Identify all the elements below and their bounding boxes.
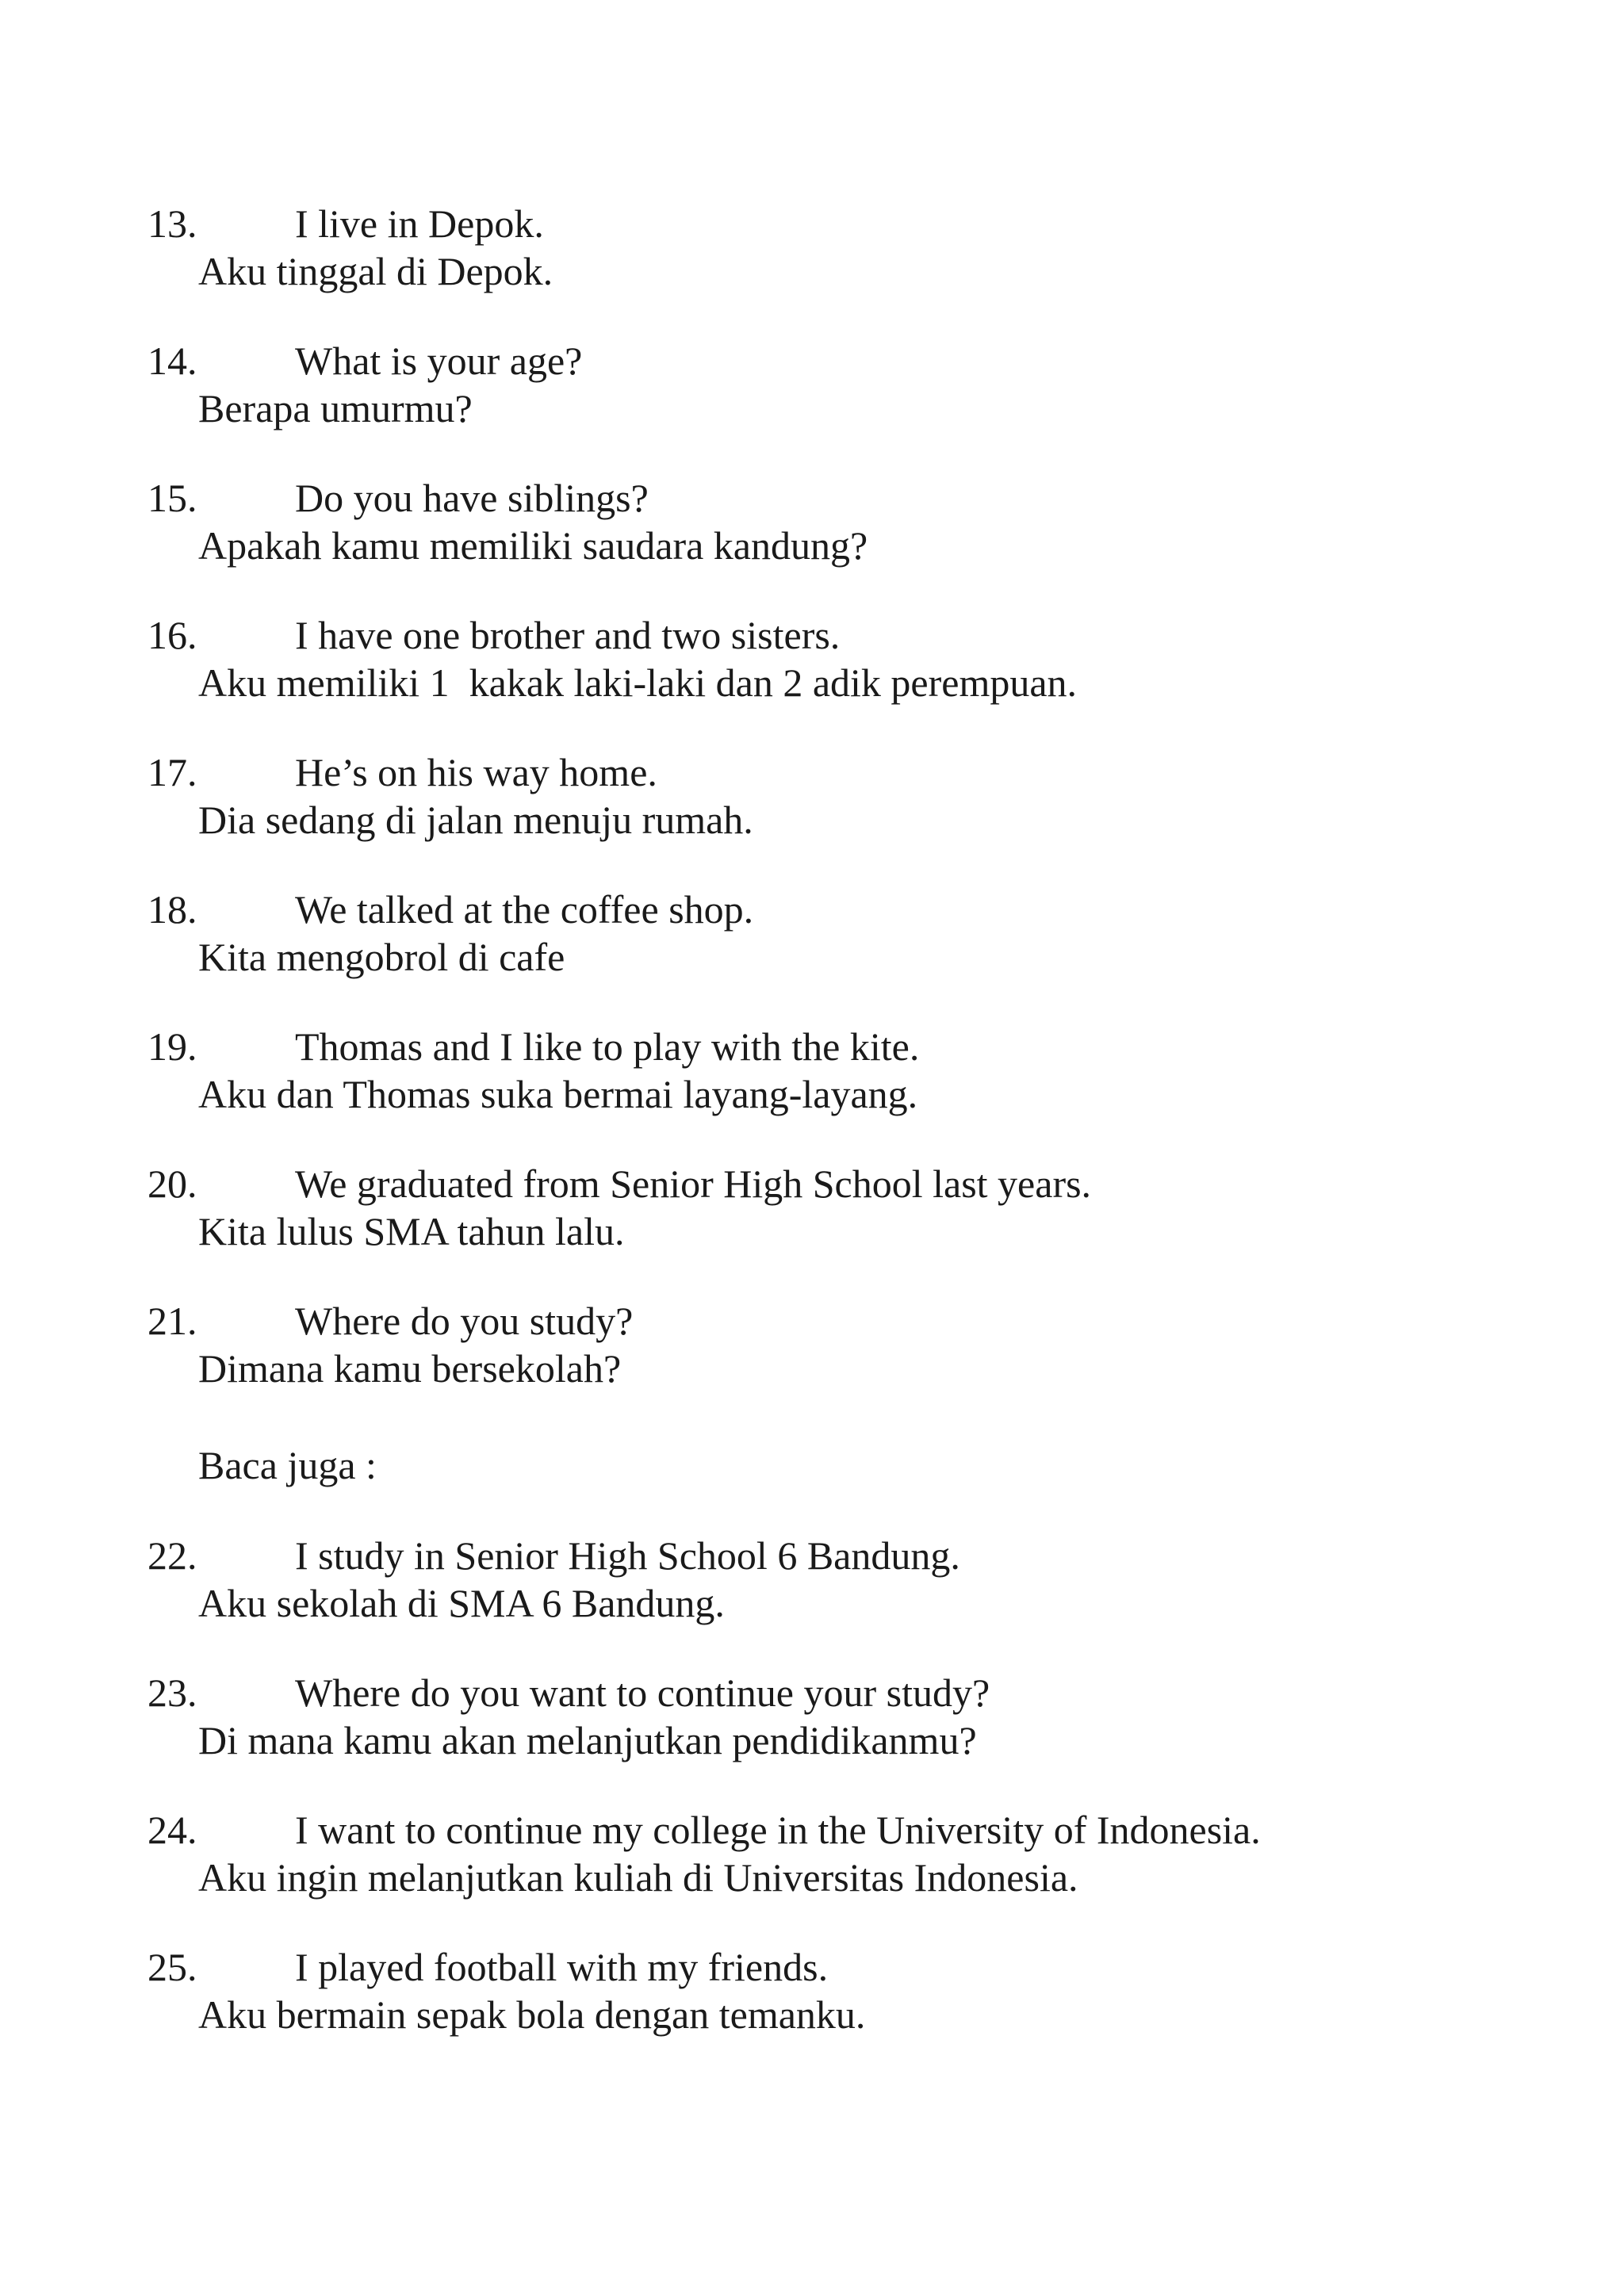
- english-text: What is your age?: [295, 339, 583, 383]
- phrase-entry: [147, 1532, 1496, 1627]
- read-also-note: Baca juga :: [198, 1443, 377, 1487]
- phrase-entry: [147, 200, 1496, 295]
- indonesian-translation: Aku ingin melanjutkan kuliah di Universitas Indonesia.: [198, 1855, 1078, 1900]
- english-sentence: [147, 337, 1496, 385]
- indonesian-translation: Dimana kamu bersekolah?: [198, 1346, 622, 1391]
- phrase-entry: [147, 1160, 1496, 1255]
- phrase-entry: [147, 1297, 1496, 1392]
- english-sentence: [147, 200, 1496, 247]
- phrase-entry: [147, 886, 1496, 981]
- english-sentence: [147, 611, 1496, 659]
- english-sentence: [147, 474, 1496, 522]
- english-sentence: [147, 1532, 1496, 1579]
- entry-number: 18.: [147, 887, 197, 932]
- entry-number: 19.: [147, 1024, 197, 1069]
- phrase-entry: [147, 748, 1496, 844]
- entry-number: 20.: [147, 1161, 197, 1206]
- entry-number: 15.: [147, 476, 197, 520]
- english-text: We talked at the coffee shop.: [295, 887, 754, 932]
- english-sentence: [147, 1023, 1496, 1070]
- english-sentence: [147, 748, 1496, 796]
- entry-number: 21.: [147, 1299, 197, 1343]
- indonesian-translation: Berapa umurmu?: [198, 386, 473, 430]
- english-sentence: [147, 1669, 1496, 1716]
- entry-number: 17.: [147, 750, 197, 794]
- indonesian-translation: Aku tinggal di Depok.: [198, 249, 553, 293]
- indonesian-translation: Kita mengobrol di cafe: [198, 935, 565, 979]
- entry-number: 25.: [147, 1945, 197, 1989]
- english-sentence: [147, 1297, 1496, 1345]
- phrase-entry: [147, 1943, 1496, 2038]
- indonesian-translation: Apakah kamu memiliki saudara kandung?: [198, 523, 868, 568]
- entry-number: 22.: [147, 1533, 197, 1578]
- english-text: Where do you want to continue your study?: [295, 1670, 990, 1715]
- english-text: I want to continue my college in the University of Indonesia.: [295, 1808, 1261, 1852]
- indonesian-translation: Aku memiliki 1 kakak laki-laki dan 2 adik perempuan.: [198, 660, 1078, 705]
- english-text: Do you have siblings?: [295, 476, 649, 520]
- entry-number: 23.: [147, 1670, 197, 1715]
- indonesian-translation: Aku sekolah di SMA 6 Bandung.: [198, 1581, 725, 1625]
- entry-number: 13.: [147, 201, 197, 246]
- english-sentence: [147, 1806, 1496, 1854]
- entry-number: 14.: [147, 339, 197, 383]
- english-text: I study in Senior High School 6 Bandung.: [295, 1533, 960, 1578]
- phrase-entry: [147, 1023, 1496, 1118]
- phrase-entry: [147, 1669, 1496, 1764]
- english-text: We graduated from Senior High School last years.: [295, 1161, 1092, 1206]
- english-text: Thomas and I like to play with the kite.: [295, 1024, 920, 1069]
- entry-number: 24.: [147, 1808, 197, 1852]
- indonesian-translation: Aku bermain sepak bola dengan temanku.: [198, 1992, 866, 2037]
- indonesian-translation: Dia sedang di jalan menuju rumah.: [198, 798, 753, 842]
- indonesian-translation: Kita lulus SMA tahun lalu.: [198, 1209, 625, 1253]
- phrase-entry: [147, 337, 1496, 432]
- english-text: I live in Depok.: [295, 201, 544, 246]
- phrase-entry: [147, 474, 1496, 569]
- indonesian-translation: Aku dan Thomas suka bermai layang-layang.: [198, 1072, 918, 1116]
- english-text: I have one brother and two sisters.: [295, 613, 841, 657]
- entry-number: 16.: [147, 613, 197, 657]
- phrase-entry: [147, 611, 1496, 706]
- english-sentence: [147, 1160, 1496, 1207]
- indonesian-translation: Di mana kamu akan melanjutkan pendidikanmu?: [198, 1718, 977, 1762]
- english-text: He’s on his way home.: [295, 750, 657, 794]
- phrase-entry: [147, 1806, 1496, 1901]
- english-sentence: [147, 886, 1496, 933]
- english-sentence: [147, 1943, 1496, 1991]
- english-text: I played football with my friends.: [295, 1945, 829, 1989]
- english-text: Where do you study?: [295, 1299, 634, 1343]
